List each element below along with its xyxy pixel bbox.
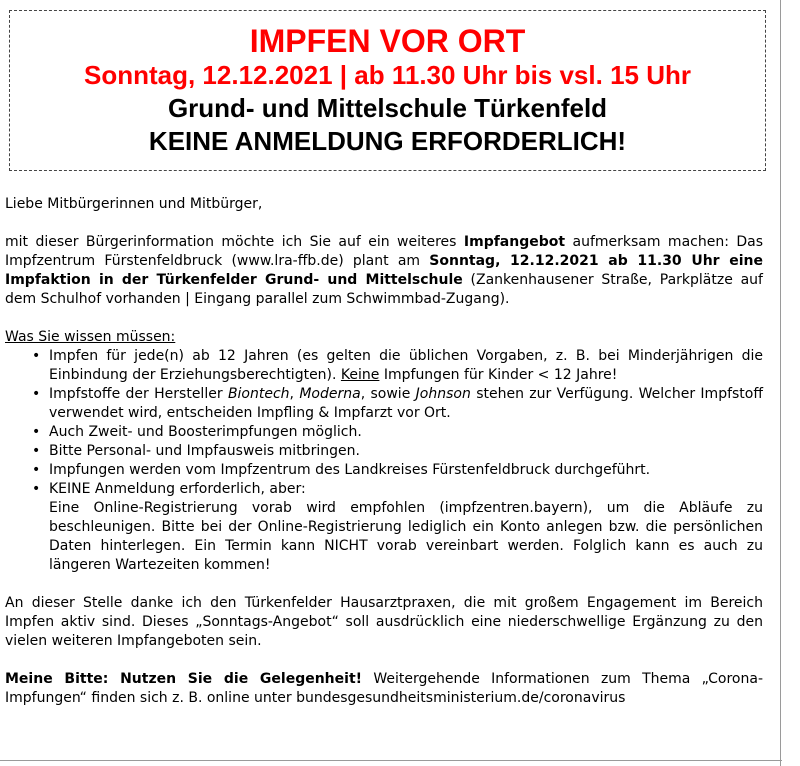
bullet-2-text-1: Impfstoffe der Hersteller [49, 386, 228, 402]
bullet-icon: • [32, 348, 41, 364]
info-list [5, 347, 763, 575]
list-item [5, 385, 763, 423]
bullet-icon: • [32, 443, 41, 459]
page-bottom-border [0, 760, 782, 761]
letter-body [5, 195, 763, 708]
greeting: Liebe Mitbürgerinnen und Mitbürger, [5, 196, 263, 212]
bullet-2-vaccine-1: Biontech [227, 386, 290, 402]
bullet-icon: • [32, 481, 41, 497]
closing-paragraph [5, 670, 763, 708]
bullet-2-text-3: , sowie [360, 386, 416, 402]
bullet-6-line-2: Eine Online-Registrierung vorab wird empfohlen (impfzentren.bayern), um die Abläufe zu beschleunigen. Bitte bei der Online-Registrierung lediglich ein Konto anlegen bzw. die persönlichen Daten hinterlegen. Ein Termin kann NICHT vorab vereinbart werden. Folglich kann es auch zu längeren Wartezeiten kommen! [49, 500, 763, 573]
intro-text-3: (Zankenhausener Straße, Parkplätze auf dem Schulhof vorhanden | Eingang parallel zum Schwimmbad-Zugang). [5, 272, 763, 307]
intro-bold-2: Sonntag, 12.12.2021 ab 11.30 Uhr eine Impfaktion in der Türkenfelder Grund- und Mittelschule [5, 253, 763, 288]
closing-text: Weitergehende Informationen zum Thema „Corona-Impfungen“ finden sich z. B. online unter bundesgesundheitsministerium.de/coronavirus [5, 671, 764, 706]
bullet-icon: • [32, 386, 41, 402]
intro-bold-1: Impfangebot [463, 234, 566, 250]
bullet-icon: • [32, 462, 41, 478]
bullet-1-text-2: Impfungen für Kinder < 12 Jahre! [379, 367, 618, 383]
bullet-2-text-2: , [289, 386, 300, 402]
banner-no-registration: KEINE ANMELDUNG ERFORDERLICH! [148, 126, 627, 156]
list-item [5, 423, 763, 442]
closing-bold: Meine Bitte: Nutzen Sie die Gelegenheit! [5, 671, 363, 687]
bullet-2-vaccine-3: Johnson [415, 386, 471, 402]
bullet-6-line-1: KEINE Anmeldung erforderlich, aber: [49, 481, 306, 497]
thanks-paragraph: An dieser Stelle danke ich den Türkenfelder Hausarztpraxen, die mit großem Engagement im Bereich Impfen aktiv sind. Dieses „Sonntags-Angebot“ soll ausdrücklich eine niederschwellige Ergänzung zu den vielen weiteren Impfangeboten sein. [5, 595, 763, 649]
list-item [5, 442, 763, 461]
intro-paragraph [5, 233, 763, 309]
bullet-1-text-1: Impfen für jede(n) ab 12 Jahren (es gelten die üblichen Vorgaben, z. B. bei Minderjährigen die Einbindung der Erziehungsberechtigten). [49, 348, 763, 383]
banner-school: Grund- und Mittelschule Türkenfeld [167, 93, 608, 123]
page-right-border [780, 0, 781, 766]
bullet-3-text: Auch Zweit- und Boosterimpfungen möglich. [49, 424, 362, 440]
bullet-4-text: Bitte Personal- und Impfausweis mitbringen. [49, 443, 360, 459]
bullet-2-text-4: stehen zur Verfügung. Welcher Impfstoff verwendet wird, entscheiden Impfling & Impfarzt vor Ort. [49, 386, 763, 421]
list-item [5, 461, 763, 480]
list-item [5, 347, 763, 385]
headline-banner [9, 10, 766, 171]
intro-text-1: mit dieser Bürgerinformation möchte ich Sie auf ein weiteres [5, 234, 464, 250]
bullet-2-vaccine-2: Moderna [299, 386, 361, 402]
bullet-1-underline: Keine [340, 367, 380, 383]
bullet-icon: • [32, 424, 41, 440]
intro-text-2: aufmerksam machen: Das Impfzentrum Fürstenfeldbruck (www.lra-ffb.de) plant am [5, 234, 764, 269]
banner-date-line: Sonntag, 12.12.2021 | ab 11.30 Uhr bis vsl. 15 Uhr [83, 60, 691, 90]
bullet-5-text: Impfungen werden vom Impfzentrum des Landkreises Fürstenfeldbruck durchgeführt. [49, 462, 651, 478]
list-item [5, 480, 763, 575]
section-heading: Was Sie wissen müssen: [5, 329, 176, 345]
banner-title: IMPFEN VOR ORT [249, 23, 526, 59]
